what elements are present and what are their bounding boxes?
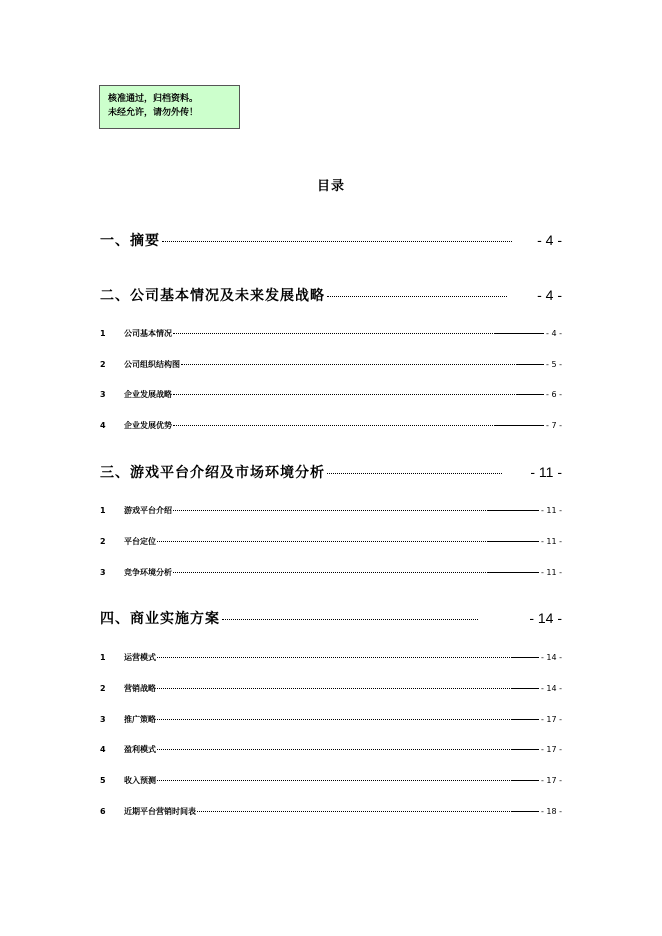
toc-item-number: 2	[100, 360, 106, 369]
toc-item-number: 2	[100, 537, 106, 546]
toc-item[interactable]	[100, 328, 562, 340]
toc-item-page: - 11 -	[540, 506, 562, 515]
toc-leader	[173, 425, 493, 426]
toc-item[interactable]	[100, 652, 562, 664]
toc-item-page: - 7 -	[546, 421, 562, 430]
toc-item-number: 4	[100, 421, 106, 430]
toc-item-number: 5	[100, 776, 106, 785]
toc-item-label: 公司基本情况	[124, 329, 172, 338]
toc-leader	[222, 619, 478, 620]
toc-leader	[173, 572, 486, 573]
toc-item-page: - 17 -	[540, 715, 562, 724]
toc-leader	[173, 394, 515, 395]
toc-leader	[157, 780, 510, 781]
toc-item[interactable]	[100, 806, 562, 818]
toc-item-label: 营销战略	[124, 684, 156, 693]
toc-leader	[197, 811, 510, 812]
toc-item[interactable]	[100, 714, 562, 726]
toc-section-page: - 14 -	[529, 610, 562, 626]
toc-item-label: 游戏平台介绍	[124, 506, 172, 515]
toc-item-number: 6	[100, 807, 106, 816]
toc-section-page: - 4 -	[537, 287, 562, 303]
toc-section-page: - 11 -	[530, 464, 562, 480]
toc-item-page: - 11 -	[540, 568, 562, 577]
toc-item[interactable]	[100, 567, 562, 579]
toc-rule	[511, 657, 539, 659]
toc-rule	[494, 425, 544, 427]
notice-line-2: 未经允许，请勿外传！	[108, 108, 199, 118]
toc-item-page: - 6 -	[546, 390, 562, 399]
toc-item-page: - 4 -	[546, 329, 562, 338]
toc-leader	[157, 749, 510, 750]
toc-item[interactable]	[100, 744, 562, 756]
toc-item-number: 1	[100, 329, 106, 338]
toc-section-page: - 4 -	[537, 232, 562, 248]
toc-item-label: 竞争环境分析	[124, 568, 172, 577]
toc-rule	[487, 572, 539, 574]
toc-rule	[487, 510, 539, 512]
toc-section-2[interactable]	[100, 285, 562, 307]
toc-item-label: 公司组织结构图	[124, 360, 180, 369]
toc-item-page: - 5 -	[546, 360, 562, 369]
toc-item-label: 收入预测	[124, 776, 156, 785]
toc-item[interactable]	[100, 536, 562, 548]
toc-rule	[511, 719, 539, 721]
toc-item-number: 2	[100, 684, 106, 693]
toc-section-label: 二、公司基本情况及未来发展战略	[100, 288, 325, 304]
toc-item-number: 4	[100, 745, 106, 754]
toc-rule	[516, 364, 544, 366]
toc-section-3[interactable]	[100, 462, 562, 484]
toc-item-page: - 17 -	[540, 776, 562, 785]
toc-rule	[511, 688, 539, 690]
toc-item-page: - 11 -	[540, 537, 562, 546]
toc-item[interactable]	[100, 505, 562, 517]
toc-item-page: - 14 -	[540, 653, 562, 662]
toc-title: 目录	[316, 179, 345, 194]
toc-rule	[511, 749, 539, 751]
toc-leader	[173, 510, 486, 511]
toc-leader	[157, 657, 510, 658]
toc-item[interactable]	[100, 420, 562, 432]
toc-item[interactable]	[100, 389, 562, 401]
toc-item-number: 3	[100, 568, 106, 577]
toc-leader	[157, 688, 510, 689]
toc-item-label: 盈利模式	[124, 745, 156, 754]
toc-rule	[511, 811, 539, 813]
toc-leader	[157, 541, 486, 542]
toc-leader	[162, 241, 512, 242]
toc-item-page: - 18 -	[540, 807, 562, 816]
toc-leader	[157, 719, 510, 720]
toc-leader	[173, 333, 493, 334]
toc-section-4[interactable]	[100, 608, 562, 630]
toc-rule	[516, 394, 544, 396]
toc-item[interactable]	[100, 359, 562, 371]
toc-item-label: 企业发展战略	[124, 390, 172, 399]
notice-line-1: 核准通过，归档资料。	[108, 94, 199, 104]
toc-item-label: 推广策略	[124, 715, 156, 724]
toc-item-label: 近期平台营销时间表	[124, 807, 196, 816]
toc-item-number: 1	[100, 506, 106, 515]
toc-section-label: 三、游戏平台介绍及市场环境分析	[100, 465, 325, 481]
toc-item-number: 1	[100, 653, 106, 662]
toc-leader	[327, 473, 502, 474]
toc-item-number: 3	[100, 390, 106, 399]
toc-item[interactable]	[100, 775, 562, 787]
approval-notice-box	[99, 85, 240, 129]
toc-item-label: 运营模式	[124, 653, 156, 662]
toc-leader	[181, 364, 515, 365]
toc-item[interactable]	[100, 683, 562, 695]
toc-leader	[327, 296, 507, 297]
toc-section-1[interactable]	[100, 230, 562, 252]
toc-rule	[494, 333, 544, 335]
toc-section-label: 一、摘要	[100, 233, 160, 249]
toc-item-label: 平台定位	[124, 537, 156, 546]
toc-rule	[487, 541, 539, 543]
toc-item-page: - 17 -	[540, 745, 562, 754]
toc-item-number: 3	[100, 715, 106, 724]
toc-rule	[511, 780, 539, 782]
toc-item-label: 企业发展优势	[124, 421, 172, 430]
toc-item-page: - 14 -	[540, 684, 562, 693]
toc-section-label: 四、商业实施方案	[100, 611, 220, 627]
